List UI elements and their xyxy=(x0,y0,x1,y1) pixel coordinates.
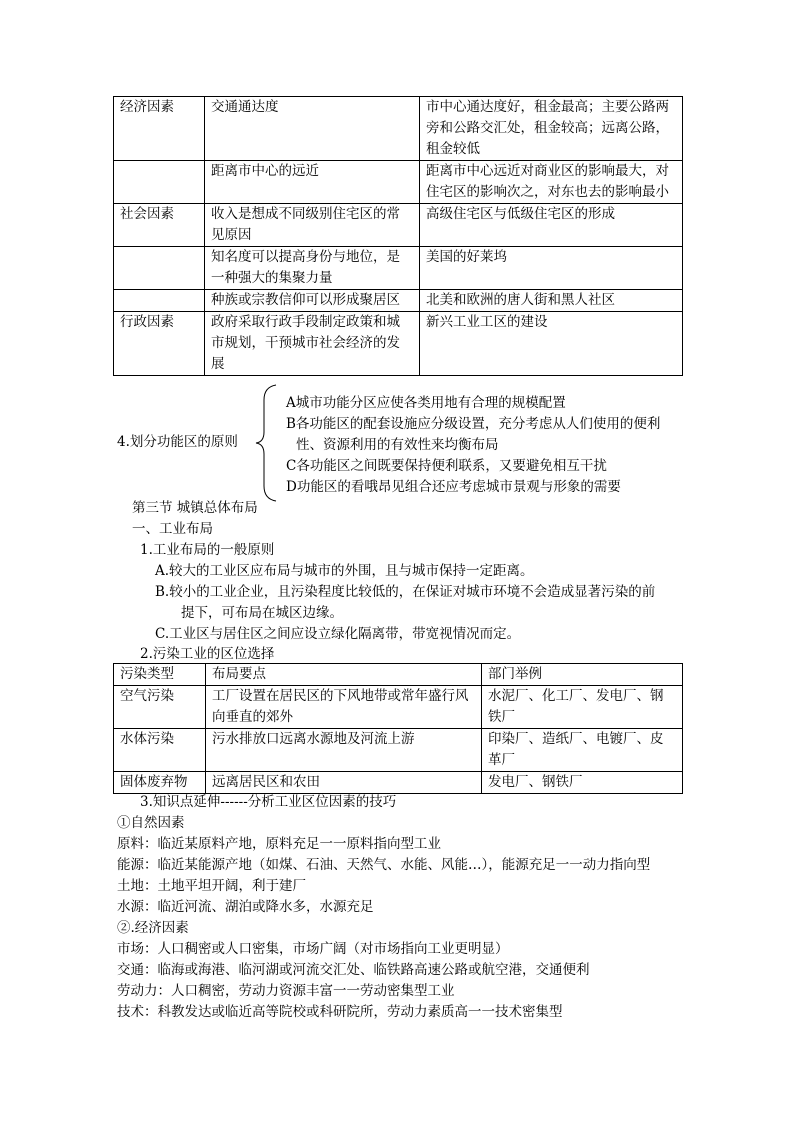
principle-a: A.较大的工业区应布局与城市的外围，且与城市保持一定距离。 xyxy=(155,563,534,579)
table-cell: 工厂设置在居民区的下风地带或常年盛行风向垂直的郊外 xyxy=(206,686,482,729)
economic-factor-item: 劳动力：人口稠密，劳动力资源丰富一一劳动密集型工业 xyxy=(117,983,455,999)
economic-factors-heading: ②.经济因素 xyxy=(117,920,189,936)
table-cell: 污水排放口远离水源地及河流上游 xyxy=(206,729,482,772)
principle-heading: 1.工业布局的一般原则 xyxy=(140,542,275,558)
table-header-cell: 污染类型 xyxy=(114,664,206,686)
table-cell: 远离居民区和农田 xyxy=(206,772,482,794)
table-cell: 知名度可以提高身份与地位，是一种强大的集聚力量 xyxy=(205,247,420,290)
table-cell: 距离市中心的远近 xyxy=(205,161,420,204)
table-cell: 水体污染 xyxy=(114,729,206,772)
principle-c: C.工业区与居住区之间应设立绿化隔离带，带宽视情况而定。 xyxy=(155,626,521,642)
table-header-cell: 部门举例 xyxy=(482,664,683,686)
table-cell: 水泥厂、化工厂、发电厂、钢铁厂 xyxy=(482,686,683,729)
economic-factor-item: 市场：人口稠密或人口密集，市场广阔（对市场指向工业更明显） xyxy=(117,941,509,957)
table-cell xyxy=(114,290,205,312)
table-cell: 距离市中心远近对商业区的影响最大，对住宅区的影响次之，对东也去的影响最小 xyxy=(420,161,683,204)
table-header-cell: 布局要点 xyxy=(206,664,482,686)
table-row xyxy=(114,290,683,312)
table-row xyxy=(114,97,683,161)
table-cell: 新兴工业工区的建设 xyxy=(420,312,683,376)
pollution-table xyxy=(113,663,683,794)
table-cell: 发电厂、钢铁厂 xyxy=(482,772,683,794)
table-cell: 固体废弃物 xyxy=(114,772,206,794)
table-cell: 市中心通达度好，租金最高；主要公路两旁和公路交汇处，租金较高；远离公路，租金较低 xyxy=(420,97,683,161)
economic-factor-item: 交通：临海或海港、临河湖或河流交汇处、临铁路高速公路或航空港，交通便利 xyxy=(117,962,590,978)
table-cell: 北美和欧洲的唐人街和黑人社区 xyxy=(420,290,683,312)
principle-item: D功能区的看哦昂见组合还应考虑城市景观与形象的需要 xyxy=(286,479,621,495)
table-header-row xyxy=(114,664,683,686)
natural-factor-item: 原料：临近某原料产地，原料充足一一原料指向型工业 xyxy=(117,836,441,852)
table-row xyxy=(114,247,683,290)
economic-factor-item: 技术：科教发达或临近高等院校或科研院所，劳动力素质高一一技术密集型 xyxy=(117,1004,563,1020)
principle-item: B各功能区的配套设施应分级设置，充分考虑从人们使用的便利 xyxy=(286,416,661,432)
table-row xyxy=(114,772,683,794)
factors-table xyxy=(113,96,683,376)
principle-item: 性、资源利用的有效性来均衡布局 xyxy=(296,437,499,453)
natural-factor-item: 能源：临近某能源产地（如煤、石油、天然气、水能、风能…），能源充足一一动力指向型 xyxy=(117,857,651,873)
principle-b-cont: 提下，可布局在城区边缘。 xyxy=(181,605,343,621)
section-title: 第三节 城镇总体布局 xyxy=(132,500,258,516)
principles-label: 4.划分功能区的原则 xyxy=(117,434,238,450)
principle-item: A城市功能分区应使各类用地有合理的规模配置 xyxy=(286,395,566,411)
brace-icon xyxy=(254,384,278,502)
table-row xyxy=(114,161,683,204)
table-cell: 空气污染 xyxy=(114,686,206,729)
pollution-heading: 2.污染工业的区位选择 xyxy=(140,646,275,662)
table-row xyxy=(114,686,683,729)
table-cell: 收入是想成不同级别住宅区的常见原因 xyxy=(205,204,420,247)
table-cell: 印染厂、造纸厂、电镀厂、皮革厂 xyxy=(482,729,683,772)
section-subheading: 一、工业布局 xyxy=(132,521,213,537)
extension-title: 3.知识点延伸------分析工业区位因素的技巧 xyxy=(140,794,397,810)
table-cell: 美国的好莱坞 xyxy=(420,247,683,290)
table-cell: 政府采取行政手段制定政策和城市规划，干预城市社会经济的发展 xyxy=(205,312,420,376)
natural-factor-item: 土地：土地平坦开阔，利于建厂 xyxy=(117,878,306,894)
table-row xyxy=(114,729,683,772)
principle-b: B.较小的工业企业，且污染程度比较低的，在保证对城市环境不会造成显著污染的前 xyxy=(155,584,656,600)
table-cell: 社会因素 xyxy=(114,204,205,247)
table-cell xyxy=(114,247,205,290)
table-cell: 行政因素 xyxy=(114,312,205,376)
table-row xyxy=(114,312,683,376)
table-cell: 种族或宗教信仰可以形成聚居区 xyxy=(205,290,420,312)
table-cell: 交通通达度 xyxy=(205,97,420,161)
natural-factors-heading: ①自然因素 xyxy=(117,815,185,831)
natural-factor-item: 水源：临近河流、湖泊或降水多，水源充足 xyxy=(117,899,374,915)
table-cell: 经济因素 xyxy=(114,97,205,161)
table-row xyxy=(114,204,683,247)
table-cell xyxy=(114,161,205,204)
principle-item: C各功能区之间既要保持便利联系，又要避免相互干扰 xyxy=(286,458,607,474)
table-cell: 高级住宅区与低级住宅区的形成 xyxy=(420,204,683,247)
